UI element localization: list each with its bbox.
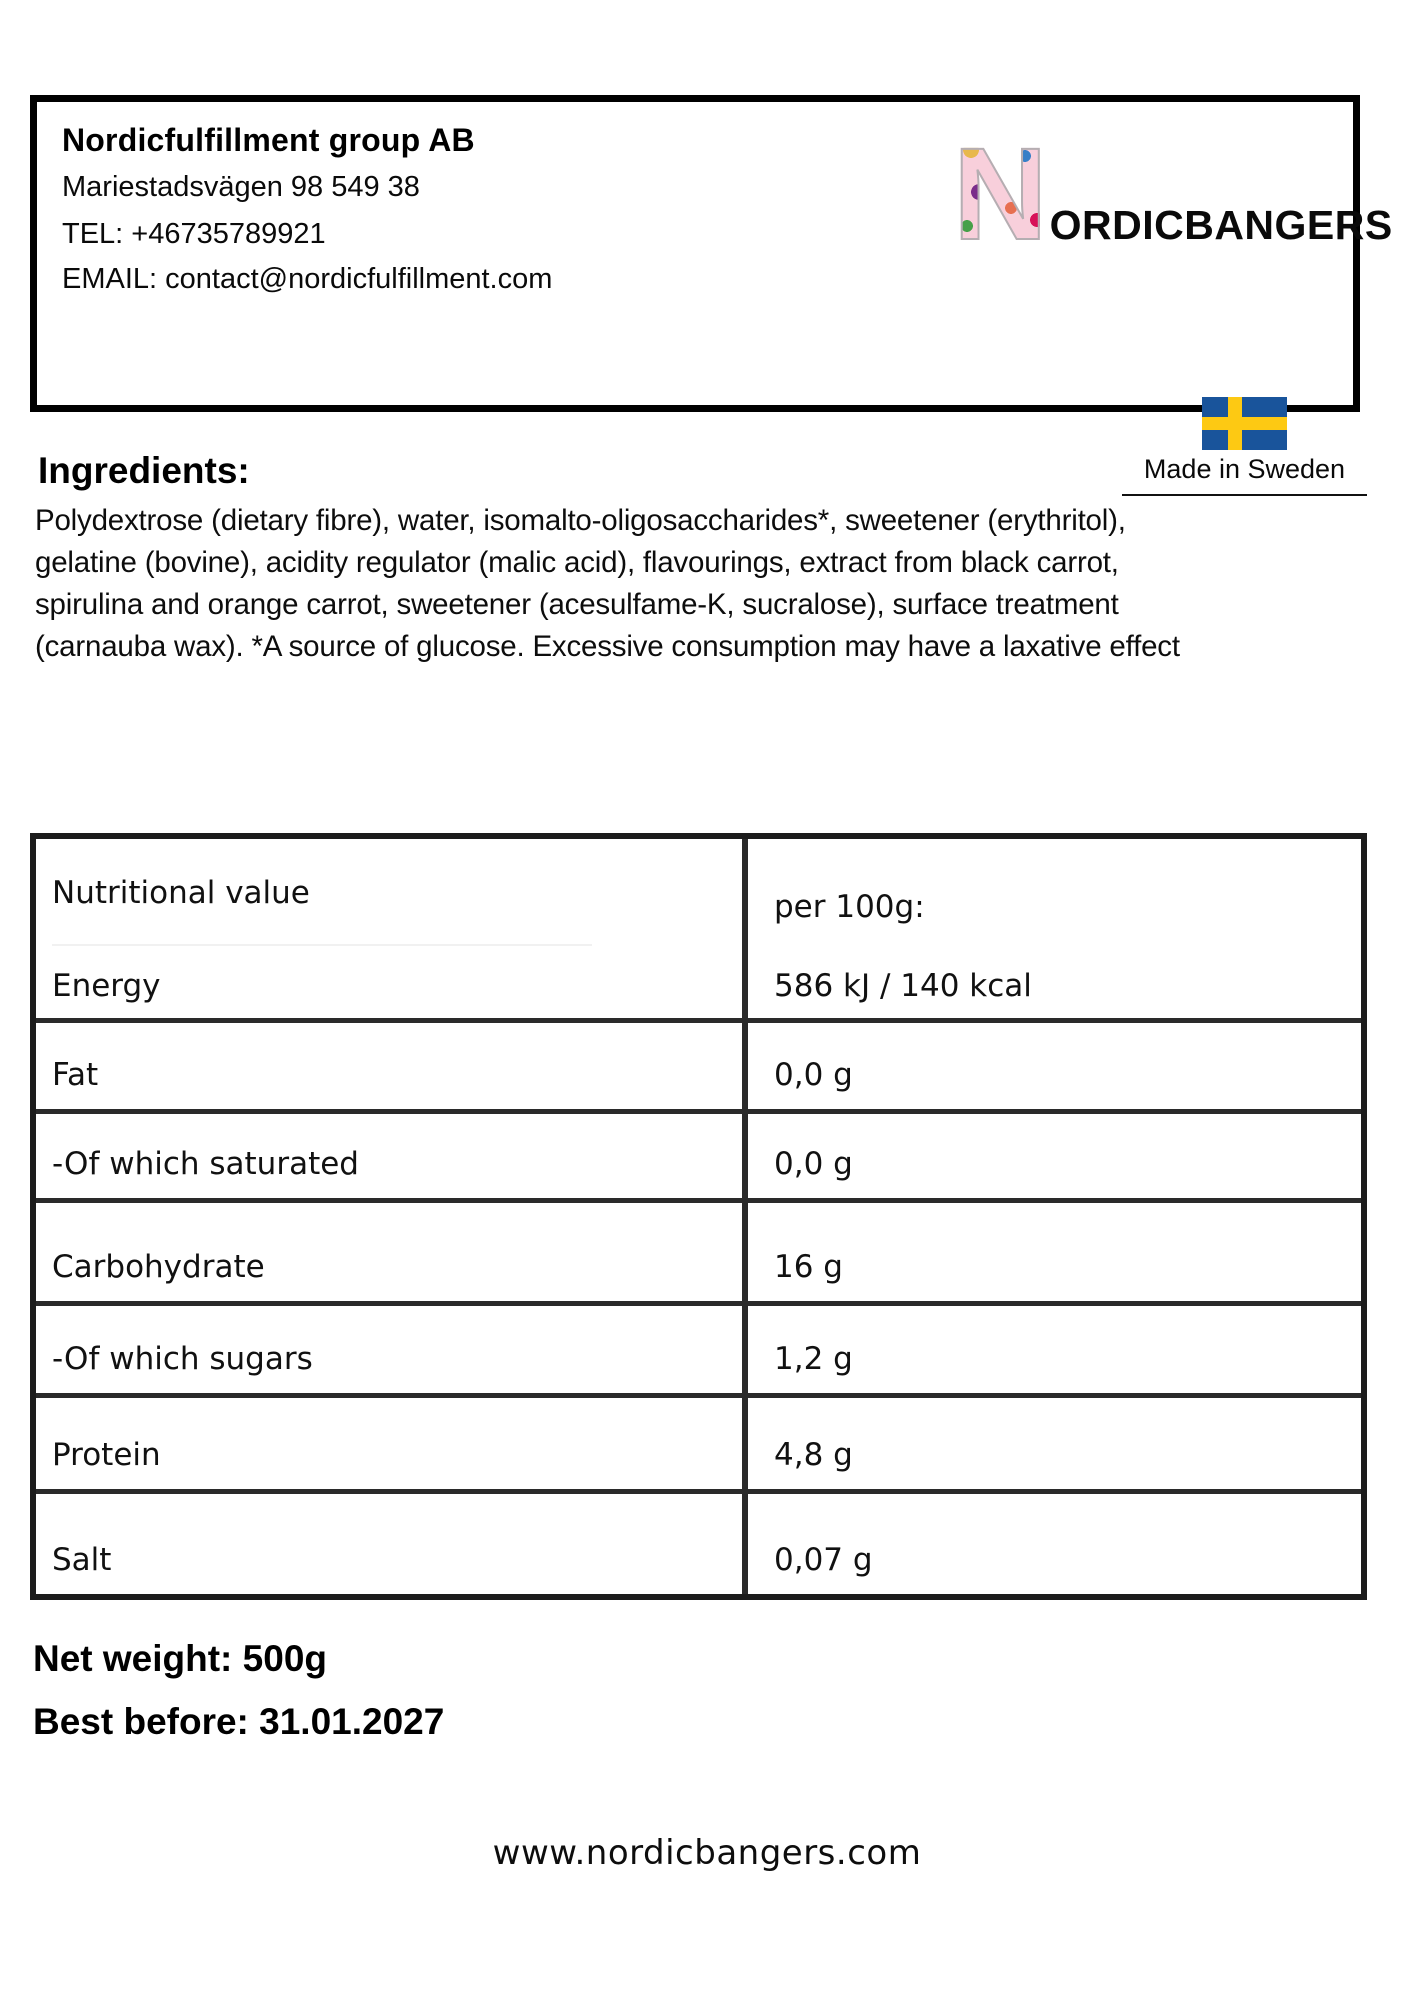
row-label: Carbohydrate	[36, 1203, 748, 1301]
logo-wordmark: ORDICBANGERS	[1049, 202, 1393, 248]
logo-candy-n-icon: N	[953, 120, 1048, 267]
company-email: EMAIL: contact@nordicfulfillment.com	[62, 263, 553, 295]
row-value: 1,2 g	[774, 1341, 853, 1377]
table-row-saturated	[36, 1114, 1361, 1203]
company-address: Mariestadsvägen 98 549 38	[62, 171, 420, 203]
row-value: 0,0 g	[774, 1057, 853, 1093]
row-value: 4,8 g	[774, 1437, 853, 1473]
flag-horizontal-bar	[1202, 417, 1287, 430]
table-row-fat	[36, 1023, 1361, 1114]
row-value: 0,07 g	[774, 1542, 873, 1578]
header-divider	[52, 944, 592, 946]
per-100g-header: per 100g:	[774, 889, 925, 925]
ingredients-text: Polydextrose (dietary fibre), water, isomalto-oligosaccharides*, sweetener (erythritol), gelatine (bovine), acidity regulator (malic acid), flavourings, extract from black carrot, spirulina and orange carrot, sweetener (acesulfame-K, sucralose), surface treatment (carnauba wax). *A source of glucose. Excessive consumption may have a laxative effect	[35, 504, 1180, 663]
table-row-salt	[36, 1494, 1361, 1594]
row-label: -Of which saturated	[36, 1114, 748, 1198]
company-phone: TEL: +46735789921	[62, 218, 326, 250]
row-label: Protein	[36, 1398, 748, 1489]
best-before-label: Best before: 31.01.2027	[33, 1701, 445, 1742]
table-row-protein	[36, 1398, 1361, 1494]
row-label: Fat	[36, 1023, 748, 1109]
row-label-energy: Energy	[52, 968, 161, 1004]
company-name: Nordicfulfillment group AB	[62, 122, 475, 158]
row-value: 0,0 g	[774, 1146, 853, 1182]
row-label: Salt	[36, 1494, 748, 1594]
nordicbangers-logo	[953, 120, 1393, 267]
made-in-sweden-label: Made in Sweden	[1122, 454, 1367, 496]
net-weight-label: Net weight: 500g	[33, 1638, 327, 1679]
website-url: www.nordicbangers.com	[492, 1833, 922, 1873]
table-row-carbohydrate	[36, 1203, 1361, 1306]
row-value: 16 g	[774, 1249, 843, 1285]
ingredients-heading: Ingredients:	[38, 450, 250, 491]
row-value-energy: 586 kJ / 140 kcal	[774, 968, 1032, 1004]
sweden-flag-icon	[1202, 397, 1287, 450]
row-label: -Of which sugars	[36, 1306, 748, 1393]
table-row-sugars	[36, 1306, 1361, 1398]
nutrition-table	[30, 833, 1367, 1600]
nutritional-value-header: Nutritional value	[52, 875, 310, 911]
table-header-row	[36, 839, 1361, 1023]
